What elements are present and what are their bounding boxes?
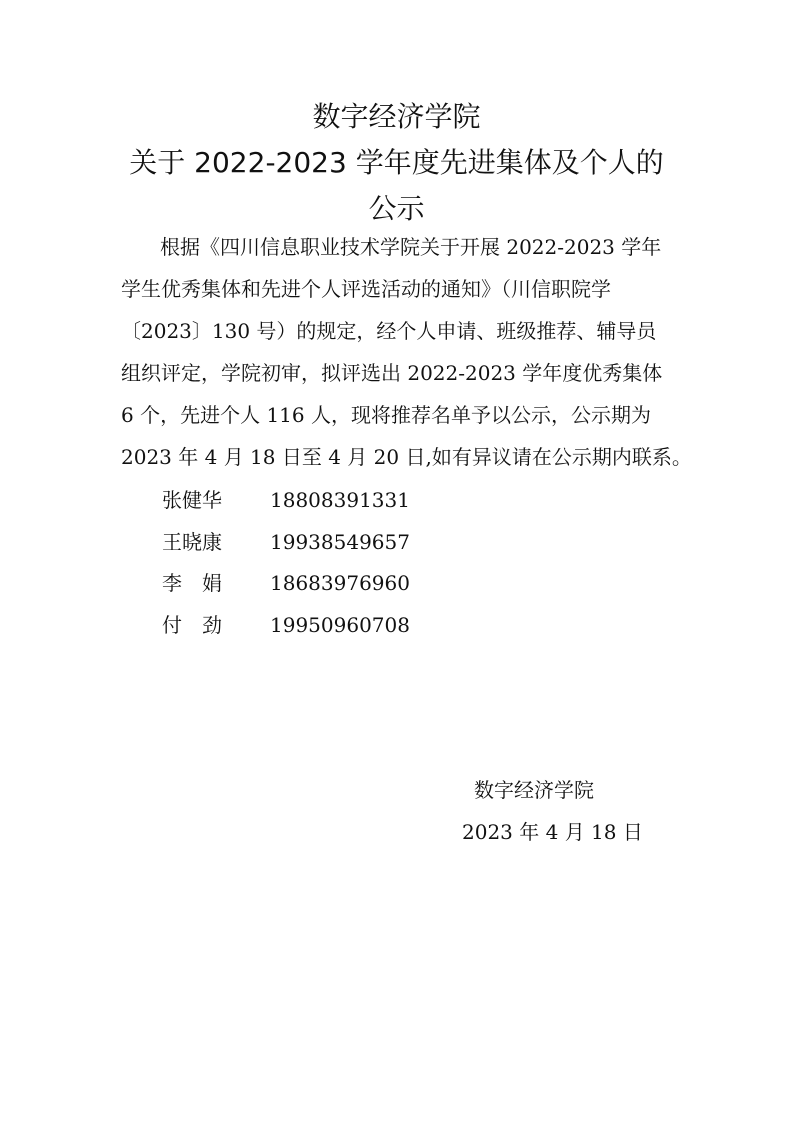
contact-name: 张健华 <box>162 488 222 512</box>
body-line-2: 学生优秀集体和先进个人评选活动的通知》（川信职院学 <box>121 277 611 301</box>
body-line-4: 组织评定，学院初审，拟评选出 2022-2023 学年度优秀集体 <box>121 361 663 385</box>
signature-org: 数字经济学院 <box>474 778 594 802</box>
title-line-3: 公示 <box>368 192 425 225</box>
contact-name: 王晓康 <box>162 530 222 554</box>
contact-phone: 18808391331 <box>270 488 410 512</box>
body-line-1: 根据《四川信息职业技术学院关于开展 2022-2023 学年 <box>160 235 662 259</box>
signature-date: 2023 年 4 月 18 日 <box>462 820 643 844</box>
contact-name: 付 劲 <box>162 613 222 637</box>
title-line-2: 关于 2022-2023 学年度先进集体及个人的 <box>129 146 664 179</box>
contact-phone: 19938549657 <box>270 530 410 554</box>
contact-phone: 19950960708 <box>270 613 410 637</box>
title-line-1: 数字经济学院 <box>312 100 481 133</box>
contact-phone: 18683976960 <box>270 571 410 595</box>
body-line-6: 2023 年 4 月 18 日至 4 月 20 日,如有异议请在公示期内联系。 <box>121 445 692 469</box>
contact-name: 李 娟 <box>162 571 222 595</box>
body-line-3: 〔2023〕130 号）的规定，经个人申请、班级推荐、辅导员 <box>121 319 657 343</box>
body-line-5: 6 个，先进个人 116 人，现将推荐名单予以公示，公示期为 <box>121 403 651 427</box>
